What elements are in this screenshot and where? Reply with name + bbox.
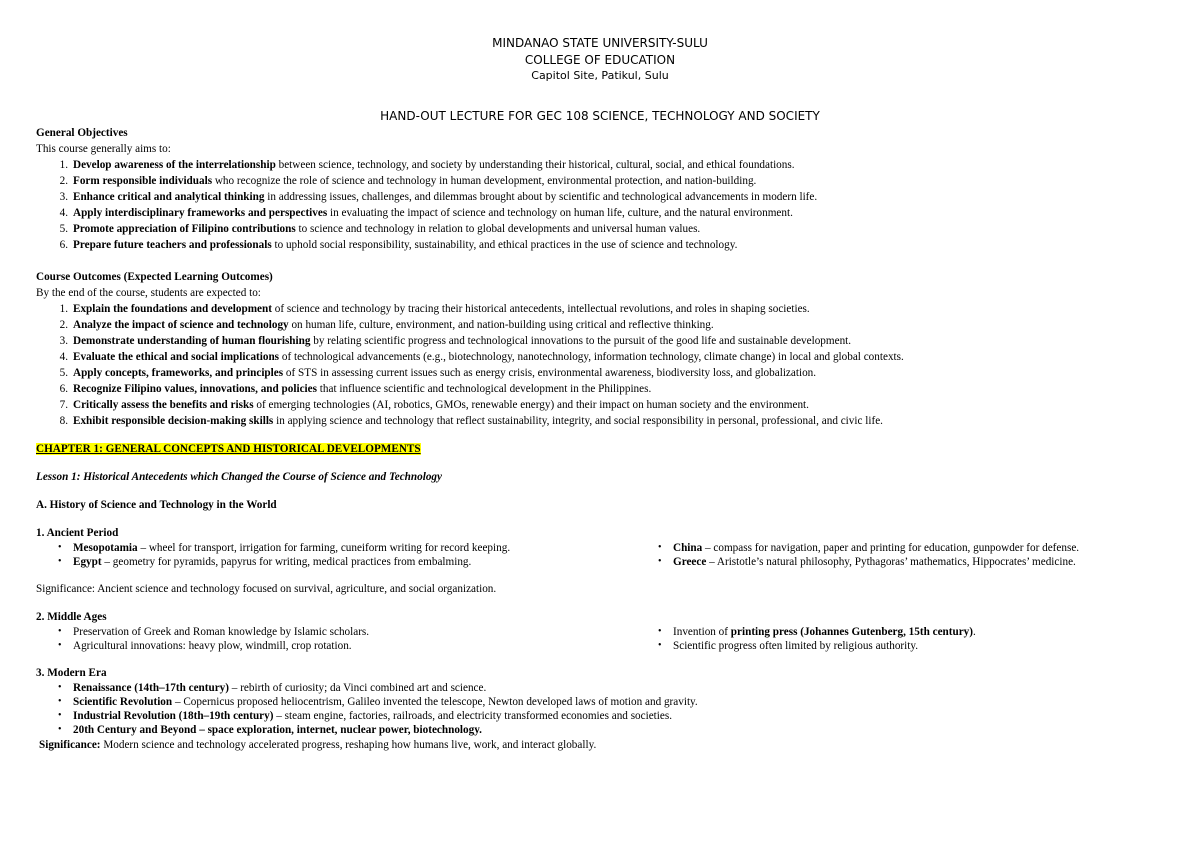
middle-ages-columns [36,625,1166,653]
item-bold: Exhibit responsible decision-making skills [73,415,274,427]
item-number: 6. [59,239,68,251]
section-heading: A. History of Science and Technology in the World [36,499,277,511]
ancient-significance [36,581,1166,597]
item-number: 8. [59,415,68,427]
campus-address: Capitol Site, Patikul, Sulu [531,69,669,82]
bullet-icon: • [658,640,662,651]
item-number: 3. [59,191,68,203]
item-bold: Enhance critical and analytical thinking [73,191,265,203]
item-text: of emerging technologies (AI, robotics, GMOs, renewable energy) and their impact on human society and the environment. [253,399,809,411]
bullet-icon: • [658,626,662,637]
item-text: – Aristotle’s natural philosophy, Pythagoras’ mathematics, Hippocrates’ medicine. [706,556,1076,568]
item-bold: Recognize Filipino values, innovations, and policies [73,383,317,395]
item-text: who recognize the role of science and technology in human development, environmental protection, and nation-building. [212,175,757,187]
list-item [36,555,636,569]
modern-era-list [36,681,1166,737]
spacer [36,653,1166,665]
item-text: to uphold social responsibility, sustainability, and ethical practices in the use of science and technology. [271,239,738,251]
objectives-intro: This course generally aims to: [36,143,171,155]
spacer [36,597,1166,609]
item-number: 6. [59,383,68,395]
list-item [36,301,1166,317]
item-bold: Scientific Revolution [73,696,173,708]
bullet-icon: • [58,696,62,707]
lesson-heading: Lesson 1: Historical Antecedents which Changed the Course of Science and Technology [36,471,442,483]
item-bold: Renaissance (14th–17th century) [73,682,229,694]
middle-right-list [636,625,1166,653]
list-item [36,709,1166,723]
bullet-icon: • [58,724,62,735]
outcomes-heading: Course Outcomes (Expected Learning Outcomes) [36,271,273,283]
bullet-icon: • [658,542,662,553]
spacer [36,513,1166,525]
bullet-icon: • [58,640,62,651]
item-bold: Apply interdisciplinary frameworks and perspectives [73,207,328,219]
item-number: 5. [59,223,68,235]
list-item [36,333,1166,349]
item-text: – rebirth of curiosity; da Vinci combined art and science. [229,682,487,694]
item-text: by relating scientific progress and technological innovations to the pursuit of the good life and sustainable development. [310,335,852,347]
item-text: Invention of [673,626,731,638]
item-bold: Explain the foundations and development [73,303,272,315]
item-bold: Demonstrate understanding of human flourishing [73,335,311,347]
significance-label: Significance [36,583,92,595]
list-item [36,349,1166,365]
ancient-period-columns [36,541,1166,569]
item-bold: Critically assess the benefits and risks [73,399,254,411]
list-item [636,541,1166,555]
item-text: Agricultural innovations: heavy plow, windmill, crop rotation. [73,640,352,652]
list-item [36,381,1166,397]
item-number: 2. [59,175,68,187]
item-bold: Form responsible individuals [73,175,213,187]
bullet-icon: • [58,710,62,721]
list-item [36,317,1166,333]
list-item [36,639,636,653]
spacer [36,485,1166,497]
handout-title: HAND-OUT LECTURE FOR GEC 108 SCIENCE, TECHNOLOGY AND SOCIETY [380,109,820,123]
document-body [36,125,1166,753]
spacer [36,457,1166,469]
bullet-icon: • [58,682,62,693]
ancient-left-list [36,541,636,569]
item-number: 4. [59,351,68,363]
item-text: – Copernicus proposed heliocentrism, Galileo invented the telescope, Newton developed laws of motion and gravity. [172,696,698,708]
list-item [36,189,1166,205]
list-item [36,365,1166,381]
list-item [36,237,1166,253]
list-item [36,695,1166,709]
significance-text: : Ancient science and technology focused on survival, agriculture, and social organization. [91,583,497,595]
list-item [36,221,1166,237]
list-item [36,541,636,555]
item-bold: Mesopotamia [73,542,138,554]
significance-text: Modern science and technology accelerated progress, reshaping how humans live, work, and interact globally. [100,739,597,751]
item-text: to science and technology in relation to global developments and universal human values. [295,223,701,235]
item-bold: printing press (Johannes Gutenberg, 15th century) [730,626,973,638]
item-text: between science, technology, and society by understanding their historical, cultural, social, and ethical foundations. [275,159,795,171]
item-text: in applying science and technology that reflect sustainability, integrity, and social responsibility in personal, professional, and civic life. [273,415,883,427]
modern-significance [36,737,1166,753]
item-text: on human life, culture, environment, and nation-building using critical and reflective thinking. [288,319,714,331]
list-item [36,723,1166,737]
university-name: MINDANAO STATE UNIVERSITY-SULU [492,36,708,50]
item-number: 1. [59,159,68,171]
bullet-icon: • [58,556,62,567]
item-text: – compass for navigation, paper and printing for education, gunpowder for defense. [702,542,1080,554]
item-text: in addressing issues, challenges, and dilemmas brought about by scientific and technological advancements in modern life. [264,191,818,203]
list-item [636,555,1166,569]
item-number: 1. [59,303,68,315]
item-number: 7. [59,399,68,411]
spacer [36,429,1166,441]
middle-left-list [36,625,636,653]
list-item [36,397,1166,413]
item-bold: Apply concepts, frameworks, and principles [73,367,284,379]
item-text: – wheel for transport, irrigation for farming, cuneiform writing for record keeping. [137,542,511,554]
item-bold: Industrial Revolution (18th–19th century) [73,710,274,722]
item-text: – geometry for pyramids, papyrus for writing, medical practices from embalming. [101,556,472,568]
bullet-icon: • [658,556,662,567]
significance-label: Significance: [39,739,101,751]
item-bold: Promote appreciation of Filipino contributions [73,223,296,235]
bullet-icon: • [58,542,62,553]
item-bold: Egypt [73,556,102,568]
list-item [636,639,1166,653]
item-number: 3. [59,335,68,347]
outcomes-intro: By the end of the course, students are expected to: [36,287,261,299]
item-text: of STS in assessing current issues such as energy crisis, environmental awareness, biodiversity loss, and globalization. [283,367,817,379]
item-bold: Develop awareness of the interrelationship [73,159,276,171]
objectives-list [36,157,1166,253]
item-bold: China [673,542,703,554]
modern-era-heading: 3. Modern Era [36,667,107,679]
item-bold: 20th Century and Beyond – space exploration, internet, nuclear power, biotechnology. [73,724,482,736]
list-item [36,173,1166,189]
spacer [36,253,1166,269]
list-item [636,625,1166,639]
item-text: in evaluating the impact of science and technology on human life, culture, and the natural environment. [327,207,793,219]
item-text: – steam engine, factories, railroads, and electricity transformed economies and societies. [273,710,673,722]
list-item [36,205,1166,221]
bullet-icon: • [58,626,62,637]
spacer [36,569,1166,581]
list-item [36,157,1166,173]
item-text: Scientific progress often limited by religious authority. [673,640,919,652]
item-bold: Analyze the impact of science and technology [73,319,289,331]
item-bold: Prepare future teachers and professionals [73,239,272,251]
item-text: of science and technology by tracing their historical antecedents, intellectual revolutions, and roles in shaping societies. [271,303,810,315]
objectives-heading: General Objectives [36,127,128,139]
outcomes-list [36,301,1166,429]
item-text: of technological advancements (e.g., biotechnology, nanotechnology, information technology, climate change) in local and global contexts. [279,351,904,363]
item-number: 2. [59,319,68,331]
item-text: Preservation of Greek and Roman knowledge by Islamic scholars. [73,626,370,638]
list-item [36,413,1166,429]
item-text: . [973,626,976,638]
item-text: that influence scientific and technological development in the Philippines. [316,383,652,395]
chapter-heading: CHAPTER 1: GENERAL CONCEPTS AND HISTORICAL DEVELOPMENTS [36,443,421,455]
ancient-right-list [636,541,1166,569]
item-number: 4. [59,207,68,219]
item-number: 5. [59,367,68,379]
ancient-period-heading: 1. Ancient Period [36,527,119,539]
item-bold: Evaluate the ethical and social implications [73,351,280,363]
list-item [36,681,1166,695]
college-name: COLLEGE OF EDUCATION [524,53,676,67]
item-bold: Greece [673,556,707,568]
middle-ages-heading: 2. Middle Ages [36,611,107,623]
list-item [36,625,636,639]
